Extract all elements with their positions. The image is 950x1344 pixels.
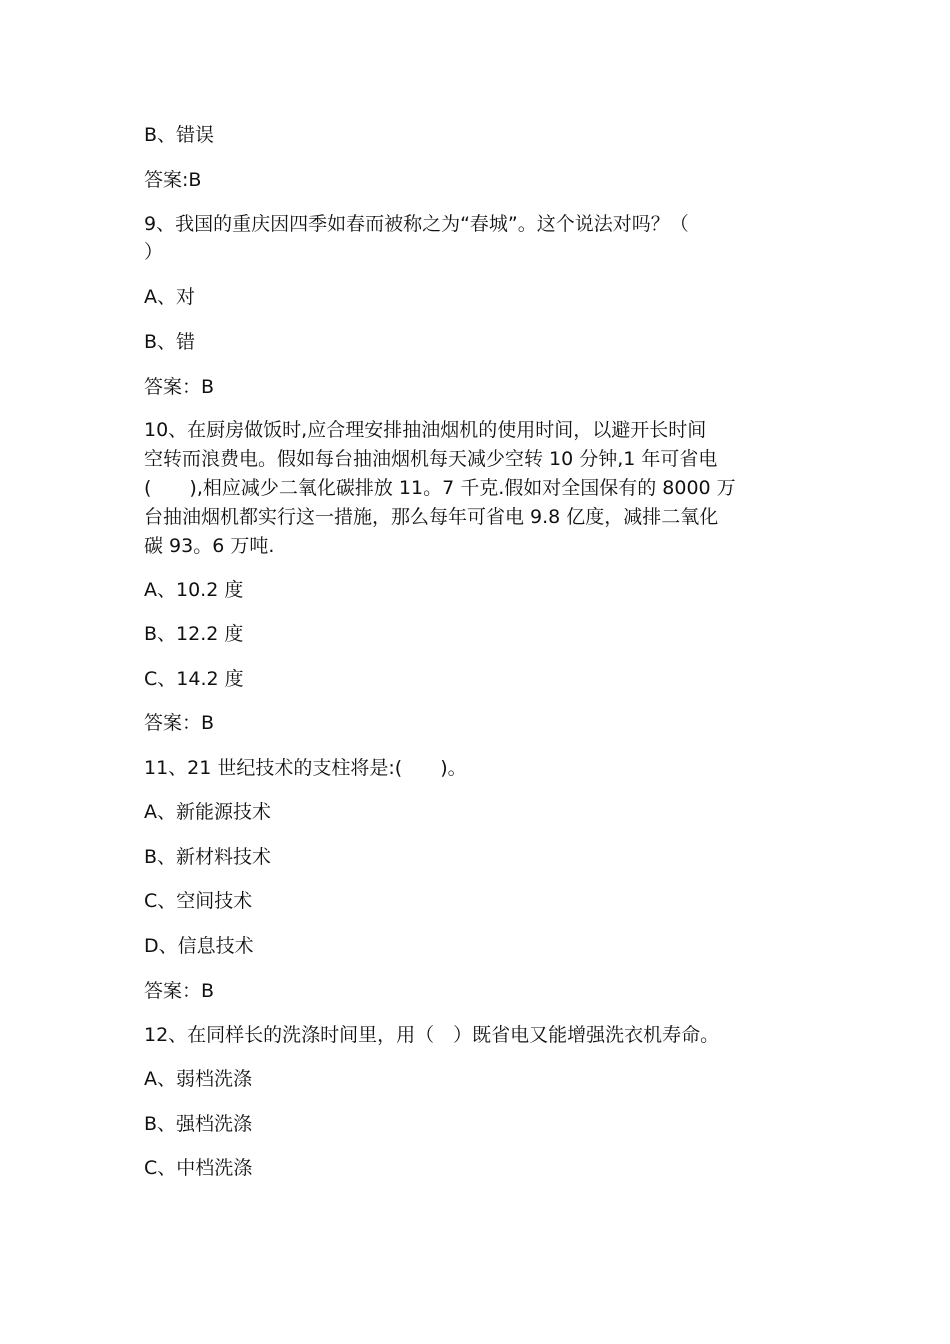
q10-option-c: C、14.2 度 xyxy=(144,668,244,690)
q9-option-a: A、对 xyxy=(144,286,195,308)
q10-question-line5: 碳 93。6 万吨. xyxy=(144,535,275,557)
q11-option-b: B、新材料技术 xyxy=(144,846,272,868)
q10-question-line1: 10、在厨房做饭时,应合理安排抽油烟机的使用时间，以避开长时间 xyxy=(144,419,707,441)
q8-answer: 答案:B xyxy=(144,169,202,191)
q9-question-line1: 9、我国的重庆因四季如春而被称之为“春城”。这个说法对吗？（ xyxy=(144,213,689,235)
q11-answer: 答案：B xyxy=(144,980,215,1002)
q11-option-d: D、信息技术 xyxy=(144,935,254,957)
q10-answer: 答案：B xyxy=(144,712,215,734)
q11-question: 11、21 世纪技术的支柱将是:( )。 xyxy=(144,757,467,779)
q9-option-b: B、错 xyxy=(144,331,196,353)
q10-question-line2: 空转而浪费电。假如每台抽油烟机每天减少空转 10 分钟,1 年可省电 xyxy=(144,448,718,470)
q9-answer: 答案：B xyxy=(144,376,215,398)
q11-option-c: C、空间技术 xyxy=(144,890,253,912)
q12-question: 12、在同样长的洗涤时间里，用（ ）既省电又能增强洗衣机寿命。 xyxy=(144,1024,720,1046)
q10-question-line3: ( ),相应减少二氧化碳排放 11。7 千克.假如对全国保有的 8000 万 xyxy=(144,477,736,499)
q11-option-a: A、新能源技术 xyxy=(144,801,271,823)
q10-option-b: B、12.2 度 xyxy=(144,623,244,645)
q10-question-line4: 台抽油烟机都实行这一措施，那么每年可省电 9.8 亿度，减排二氧化 xyxy=(144,506,719,528)
q9-question-line2: ） xyxy=(144,241,164,263)
q12-option-c: C、中档洗涤 xyxy=(144,1157,253,1179)
q8-option-b: B、错误 xyxy=(144,124,215,146)
q10-option-a: A、10.2 度 xyxy=(144,579,244,601)
q12-option-a: A、弱档洗涤 xyxy=(144,1068,252,1090)
q12-option-b: B、强档洗涤 xyxy=(144,1113,253,1135)
